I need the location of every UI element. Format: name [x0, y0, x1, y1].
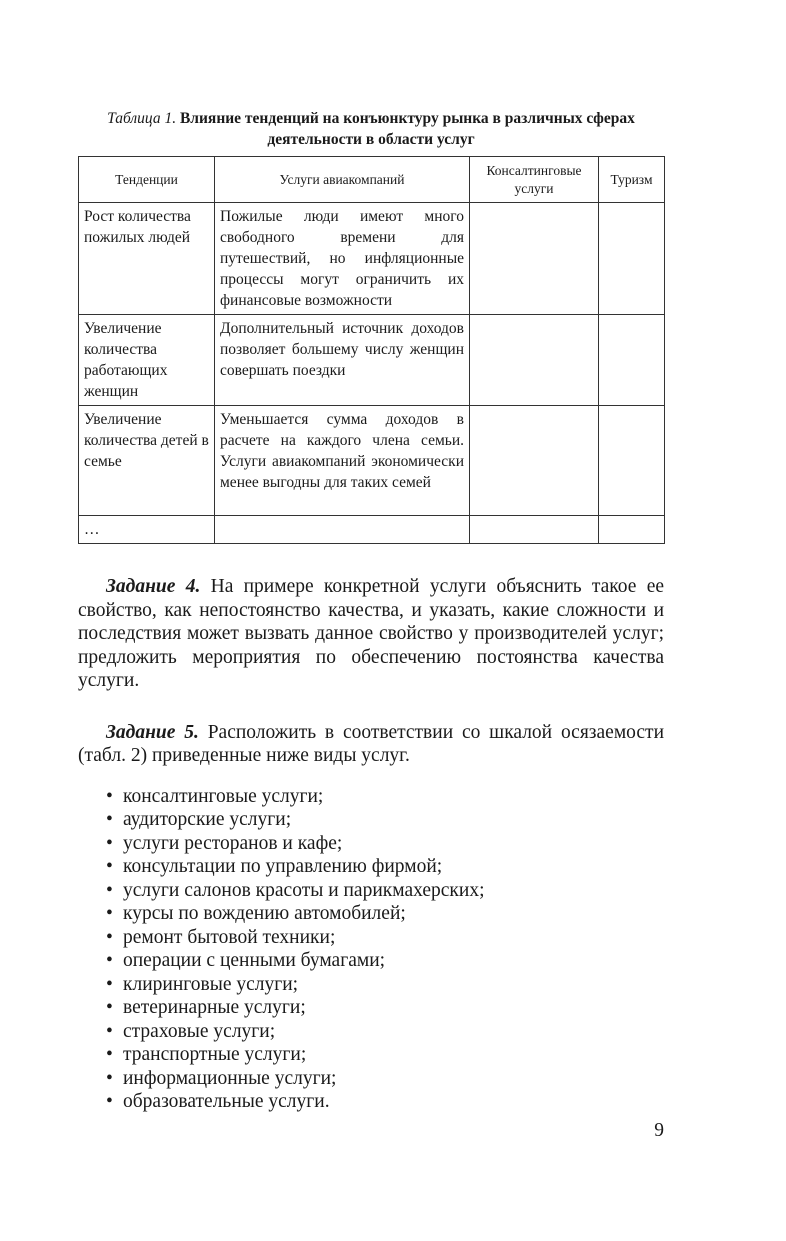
- table-row: [79, 516, 665, 544]
- bullet-icon: •: [106, 1067, 113, 1089]
- list-item-text: услуги ресторанов и кафе;: [123, 832, 343, 854]
- trends-table: [78, 156, 665, 544]
- header-tourism: Туризм: [599, 157, 665, 203]
- table-row: [79, 203, 665, 315]
- list-item-text: ветеринарные услуги;: [123, 997, 306, 1018]
- task-5-label: Задание 5.: [106, 721, 199, 743]
- bullet-icon: •: [106, 903, 113, 924]
- list-item: [106, 902, 664, 926]
- list-item: [106, 785, 664, 809]
- bullet-icon: •: [106, 1044, 113, 1065]
- bullet-icon: •: [106, 832, 113, 854]
- cell-trend: …: [79, 516, 215, 544]
- list-item-text: ремонт бытовой техники;: [123, 926, 336, 948]
- list-item: [106, 879, 664, 903]
- bullet-icon: •: [106, 856, 113, 877]
- list-item-text: курсы по вождению автомобилей;: [123, 903, 406, 924]
- task-4-text: На примере конкретной услуги объяснить такое ее свойство, как непостоянство качества, и указать, какие сложности и последствия может вызвать данное свойство у производителей услуг; предложить мероприятия по обеспечению постоянства качества услуги.: [78, 576, 665, 691]
- list-item-text: образовательные услуги.: [123, 1091, 330, 1112]
- bullet-icon: •: [106, 926, 113, 948]
- table-row: [79, 315, 665, 406]
- cell-trend: Рост количества пожилых людей: [79, 203, 215, 315]
- list-item-text: страховые услуги;: [123, 1020, 276, 1042]
- list-item: [106, 1043, 664, 1067]
- list-item-text: аудиторские услуги;: [123, 809, 292, 830]
- bullet-icon: •: [106, 973, 113, 995]
- cell-airline: [215, 516, 470, 544]
- list-item: [106, 926, 664, 950]
- page-number: 9: [654, 1120, 664, 1141]
- cell-airline: Дополнительный источник доходов позволяет большему числу женщин совершать поездки: [215, 315, 470, 406]
- list-item-text: консультации по управлению фирмой;: [123, 856, 443, 877]
- cell-consulting: [470, 516, 599, 544]
- cell-tourism: [599, 203, 665, 315]
- list-item: [106, 1090, 664, 1114]
- list-item: [106, 1067, 664, 1091]
- task-5-text: Расположить в соответствии со шкалой осязаемости (табл. 2) приведенные ниже виды услуг.: [78, 721, 665, 766]
- list-item: [106, 1020, 664, 1044]
- task-5-paragraph: [78, 721, 664, 768]
- list-item: [106, 855, 664, 879]
- header-consulting-services: Консалтинговые услуги: [470, 157, 599, 203]
- page-content: [78, 108, 664, 1114]
- table-caption-title: Влияние тенденций на конъюнктуру рынка в различных сферах деятельности в области услуг: [179, 110, 635, 148]
- cell-tourism: [599, 406, 665, 516]
- list-item: [106, 973, 664, 997]
- bullet-icon: •: [106, 1091, 113, 1112]
- cell-trend: Увеличение количества детей в семье: [79, 406, 215, 516]
- task-4-paragraph: [78, 575, 664, 693]
- list-item: [106, 996, 664, 1020]
- bullet-icon: •: [106, 950, 113, 971]
- bullet-icon: •: [106, 879, 113, 901]
- cell-consulting: [470, 315, 599, 406]
- task-4-label: Задание 4.: [106, 576, 201, 597]
- bullet-icon: •: [106, 809, 113, 830]
- cell-consulting: [470, 406, 599, 516]
- list-item-text: операции с ценными бумагами;: [123, 950, 386, 971]
- list-item: [106, 832, 664, 856]
- list-item-text: клиринговые услуги;: [123, 973, 299, 995]
- cell-airline: Уменьшается сумма доходов в расчете на каждого члена семьи. Услуги авиакомпаний экономически менее выгодны для таких семей: [215, 406, 470, 516]
- cell-consulting: [470, 203, 599, 315]
- cell-tourism: [599, 315, 665, 406]
- cell-trend: Увеличение количества работающих женщин: [79, 315, 215, 406]
- table-header-row: [79, 157, 665, 203]
- list-item-text: транспортные услуги;: [123, 1044, 307, 1065]
- bullet-icon: •: [106, 785, 113, 807]
- table-row: [79, 406, 665, 516]
- list-item-text: информационные услуги;: [123, 1067, 337, 1089]
- list-item-text: услуги салонов красоты и парикмахерских;: [123, 879, 485, 901]
- bullet-icon: •: [106, 1020, 113, 1042]
- list-item: [106, 808, 664, 832]
- list-item: [106, 949, 664, 973]
- bullet-icon: •: [106, 997, 113, 1018]
- list-item-text: консалтинговые услуги;: [123, 785, 324, 807]
- table-caption: [78, 108, 664, 150]
- cell-tourism: [599, 516, 665, 544]
- header-airline-services: Услуги авиакомпаний: [215, 157, 470, 203]
- cell-airline: Пожилые люди имеют много свободного времени для путешествий, но инфляционные процессы могут ограничить их финансовые возможности: [215, 203, 470, 315]
- table-caption-label: Таблица 1.: [107, 110, 177, 127]
- services-list: [78, 785, 664, 1114]
- header-trends: Тенденции: [79, 157, 215, 203]
